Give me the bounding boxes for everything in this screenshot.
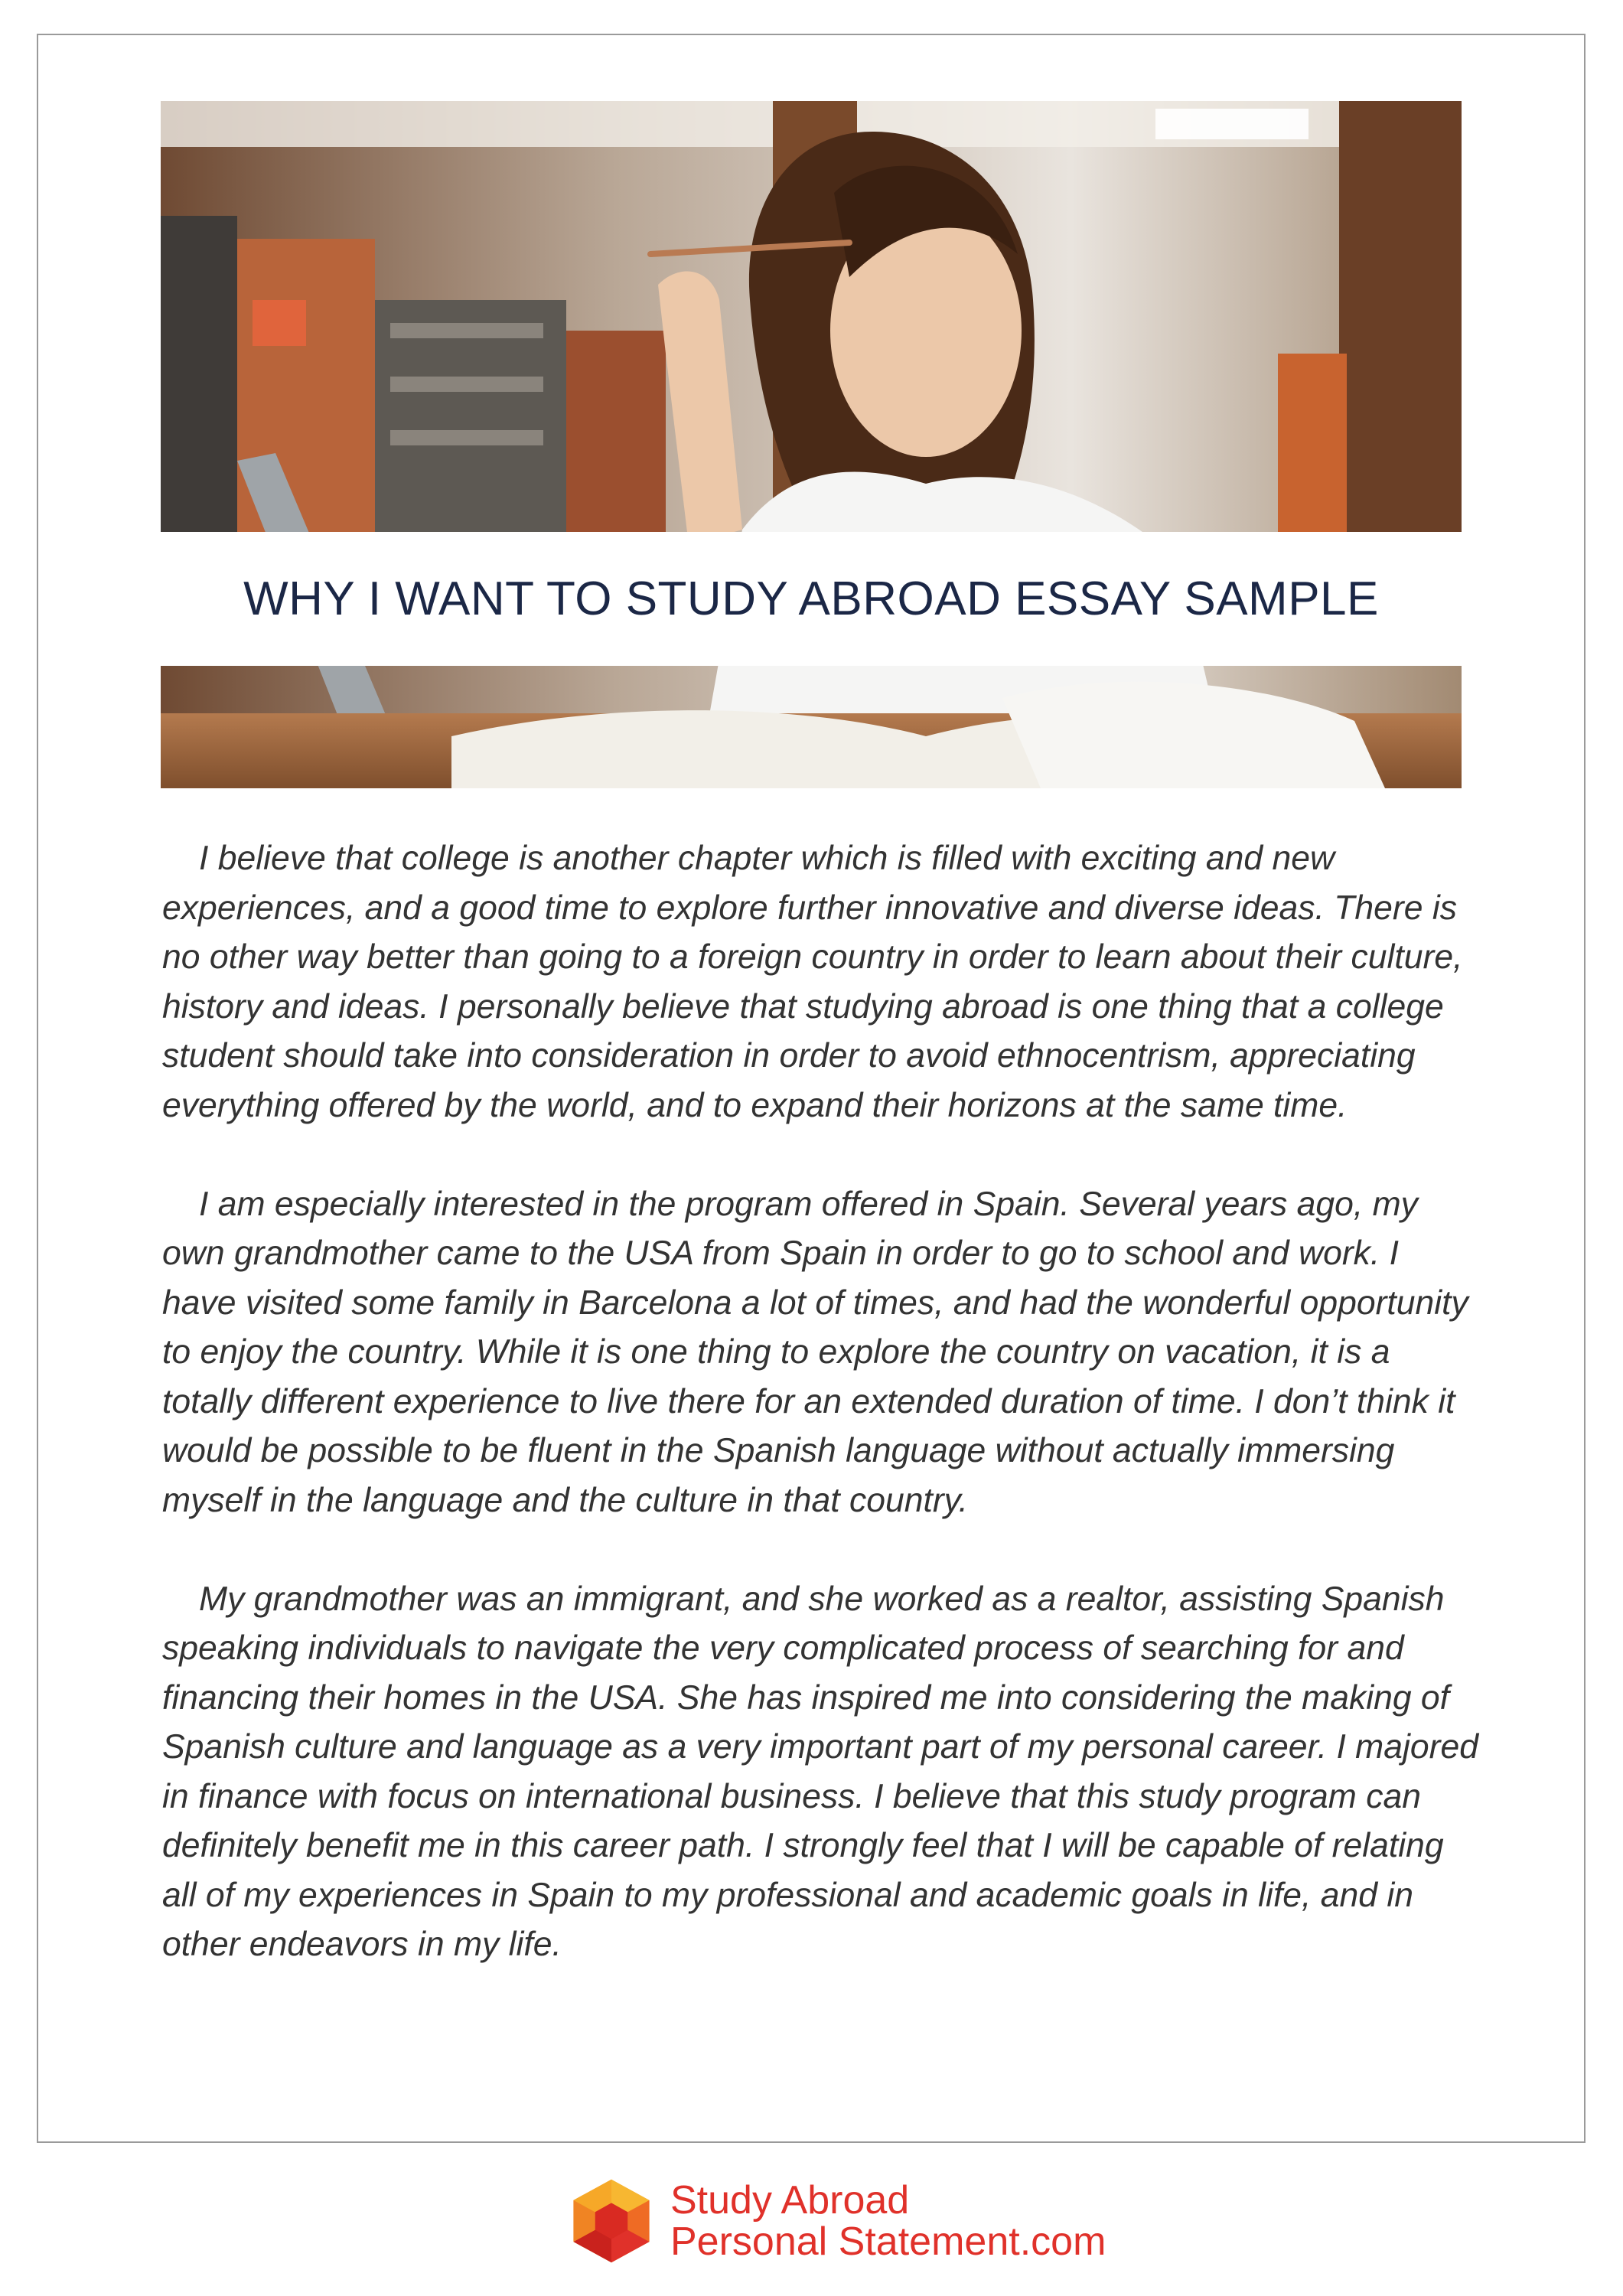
orange-hexagon-icon [566,2176,657,2266]
essay-paragraph: I believe that college is another chapter which is filled with exciting and new experiences, and a good time to explore further innovative and diverse ideas. There is no other way better than going to a foreign country in order to learn about their culture, history and ideas. I personally believe that studying abroad is one thing that a college student should take into consideration in order to avoid ethnocentrism, appreciating everything offered by the world, and to expand their horizons at the same time. [162,840,1463,1124]
essay-paragraph: I am especially interested in the program offered in Spain. Several years ago, my own grandmother came to the USA from Spain in order to go to school and work. I have visited some family in Barcelona a lot of times, and had the wonderful opportunity to enjoy the country. While it is one thing to explore the country on vacation, it is a totally different experience to live there for an extended duration of time. I don’t think it would be possible to be fluent in the Spanish language without actually immersing myself in the language and the culture in that country. [162,1185,1468,1519]
student-reading-photo [161,101,1462,788]
page-title: WHY I WANT TO STUDY ABROAD ESSAY SAMPLE [243,572,1379,625]
title-band [161,532,1462,666]
logo-line-1: Study Abroad [670,2178,910,2223]
footer-logo[interactable] [566,2175,1106,2267]
logo-text [670,2180,1106,2262]
hero-photo [161,101,1462,788]
logo-line-2: Personal Statement.com [670,2219,1106,2264]
essay-paragraph: My grandmother was an immigrant, and she worked as a realtor, assisting Spanish speaking individuals to navigate the very complicated process of searching for and financing their homes in the USA. She has inspired me into considering the making of Spanish culture and language as a very important part of my personal career. I majored in finance with focus on international business. I believe that this study program can definitely benefit me in this career path. I strongly feel that I will be capable of relating all of my experiences in Spain to my professional and academic goals in life, and in other endeavors in my life. [162,1580,1478,1963]
essay-body [162,834,1478,2019]
